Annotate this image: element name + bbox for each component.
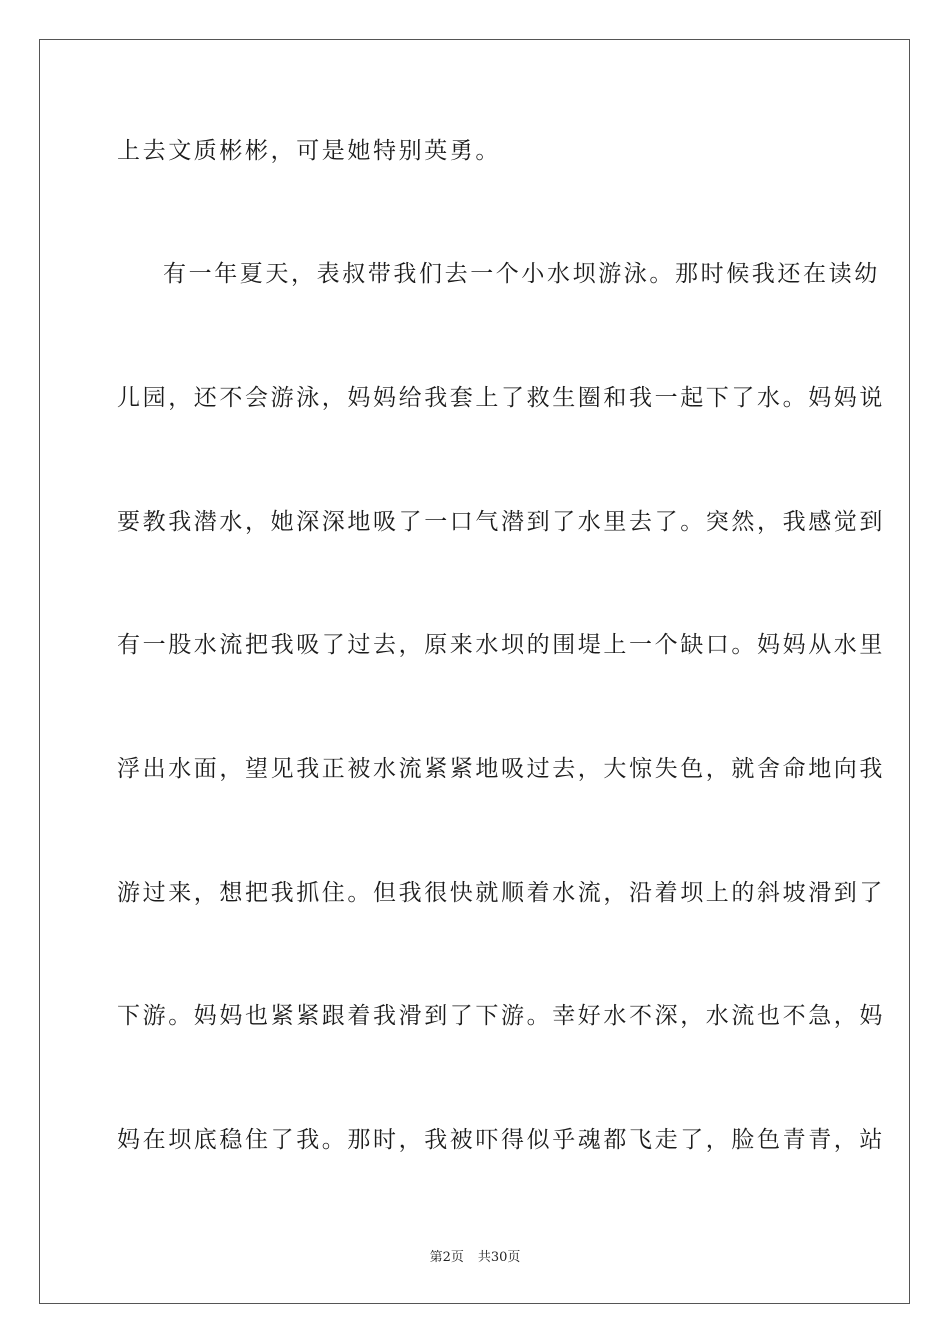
text-line-7: 游过来，想把我抓住。但我很快就顺着水流，沿着坝上的斜坡滑到了 — [117, 880, 885, 906]
text-line-5: 有一股水流把我吸了过去，原来水坝的围堤上一个缺口。妈妈从水里 — [117, 632, 885, 658]
text-line-1: 上去文质彬彬，可是她特别英勇。 — [117, 138, 501, 164]
text-line-4: 要教我潜水，她深深地吸了一口气潜到了水里去了。突然，我感觉到 — [117, 509, 885, 535]
page-total: 共30页 — [477, 1250, 521, 1265]
page-number: 第2页 — [429, 1250, 464, 1265]
text-line-6: 浮出水面，望见我正被水流紧紧地吸过去，大惊失色，就舍命地向我 — [117, 756, 885, 782]
text-line-3: 儿园，还不会游泳，妈妈给我套上了救生圈和我一起下了水。妈妈说 — [117, 385, 885, 411]
text-line-8: 下游。妈妈也紧紧跟着我滑到了下游。幸好水不深，水流也不急，妈 — [117, 1003, 885, 1029]
page-border — [39, 39, 910, 1304]
text-line-9: 妈在坝底稳住了我。那时，我被吓得似乎魂都飞走了，脸色青青，站 — [117, 1127, 885, 1153]
page-footer — [0, 1246, 950, 1265]
paragraph-start-line: 有一年夏天，表叔带我们去一个小水坝游泳。那时候我还在读幼 — [163, 261, 880, 287]
